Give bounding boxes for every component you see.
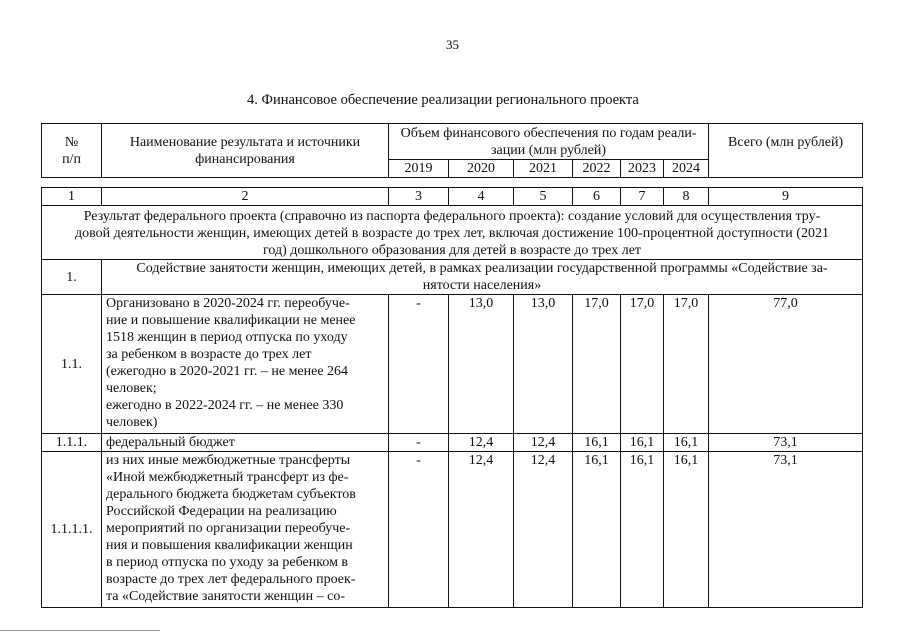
header-year: 2019 [389, 160, 449, 178]
column-number: 9 [709, 188, 863, 206]
section-text: Содействие занятости женщин, имеющих детей, в рамках реализации государственной программы «Содействие за- нятости населения» [102, 260, 863, 295]
value-cell: 13,0 [514, 295, 573, 434]
row-text: Организовано в 2020-2024 гг. переобуче- ние и повышение квалификации не менее 1518 женщин в период отпуска по уходу за ребенком в возрасте до трех лет (ежегодно в 2020-2021 гг. – не менее 264 человек; ежегодно в 2022-2024 гг. – не менее 330 человек) [102, 295, 389, 434]
column-number: 3 [389, 188, 449, 206]
footnote-rule [0, 630, 160, 631]
value-cell: - [389, 434, 449, 452]
header-table [41, 123, 863, 178]
column-number: 4 [449, 188, 514, 206]
value-cell: - [389, 295, 449, 434]
row-text: из них иные межбюджетные трансферты «Иной межбюджетный трансферт из фе- дерального бюджета бюджетам субъектов Российской Федерации на реализацию мероприятий по организации переобуче- ния и повышения квалификации женщин в период отпуска по уходу за ребенком в возрасте до трех лет федерального проек- та «Содействие занятости женщин – со- [102, 452, 389, 608]
page-number: 35 [446, 37, 459, 52]
value-cell: 17,0 [573, 295, 621, 434]
table-row [42, 295, 863, 434]
header-name: Наименование результата и источники финансирования [102, 124, 389, 178]
value-cell: 73,1 [709, 434, 863, 452]
value-cell: - [389, 452, 449, 608]
row-number: 1.1.1.1. [42, 452, 102, 608]
section-number: 1. [42, 260, 102, 295]
header-year: 2023 [621, 160, 664, 178]
value-cell: 16,1 [664, 434, 709, 452]
row-text: федеральный бюджет [102, 434, 389, 452]
value-cell: 17,0 [664, 295, 709, 434]
value-cell: 16,1 [573, 452, 621, 608]
value-cell: 12,4 [449, 434, 514, 452]
value-cell: 12,4 [514, 434, 573, 452]
column-number-row [42, 188, 863, 206]
value-cell: 16,1 [664, 452, 709, 608]
header-num: № п/п [42, 124, 102, 178]
value-cell: 16,1 [621, 434, 664, 452]
column-number: 5 [514, 188, 573, 206]
column-number: 1 [42, 188, 102, 206]
header-year: 2024 [664, 160, 709, 178]
column-number: 6 [573, 188, 621, 206]
row-number: 1.1.1. [42, 434, 102, 452]
column-number: 2 [102, 188, 389, 206]
value-cell: 17,0 [621, 295, 664, 434]
value-cell: 12,4 [514, 452, 573, 608]
header-total: Всего (млн рублей) [709, 124, 863, 178]
table-row [42, 452, 863, 608]
header-volume: Объем финансового обеспечения по годам реали- зации (млн рублей) [389, 124, 709, 160]
header-year: 2020 [449, 160, 514, 178]
value-cell: 13,0 [449, 295, 514, 434]
row-number: 1.1. [42, 295, 102, 434]
value-cell: 16,1 [573, 434, 621, 452]
section-title: 4. Финансовое обеспечение реализации регионального проекта [247, 92, 639, 108]
value-cell: 12,4 [449, 452, 514, 608]
financing-table [41, 187, 863, 608]
value-cell: 73,1 [709, 452, 863, 608]
column-number: 8 [664, 188, 709, 206]
header-year: 2022 [573, 160, 621, 178]
column-number: 7 [621, 188, 664, 206]
table-row [42, 434, 863, 452]
federal-result: Результат федерального проекта (справочно из паспорта федерального проекта): создание условий для осуществления тру- довой деятельности женщин, имеющих детей в возрасте до трех лет, включая достижение 100-процентной доступности (2021 год) дошкольного образования для детей в возрасте до трех лет [42, 206, 863, 260]
value-cell: 77,0 [709, 295, 863, 434]
header-year: 2021 [514, 160, 573, 178]
value-cell: 16,1 [621, 452, 664, 608]
